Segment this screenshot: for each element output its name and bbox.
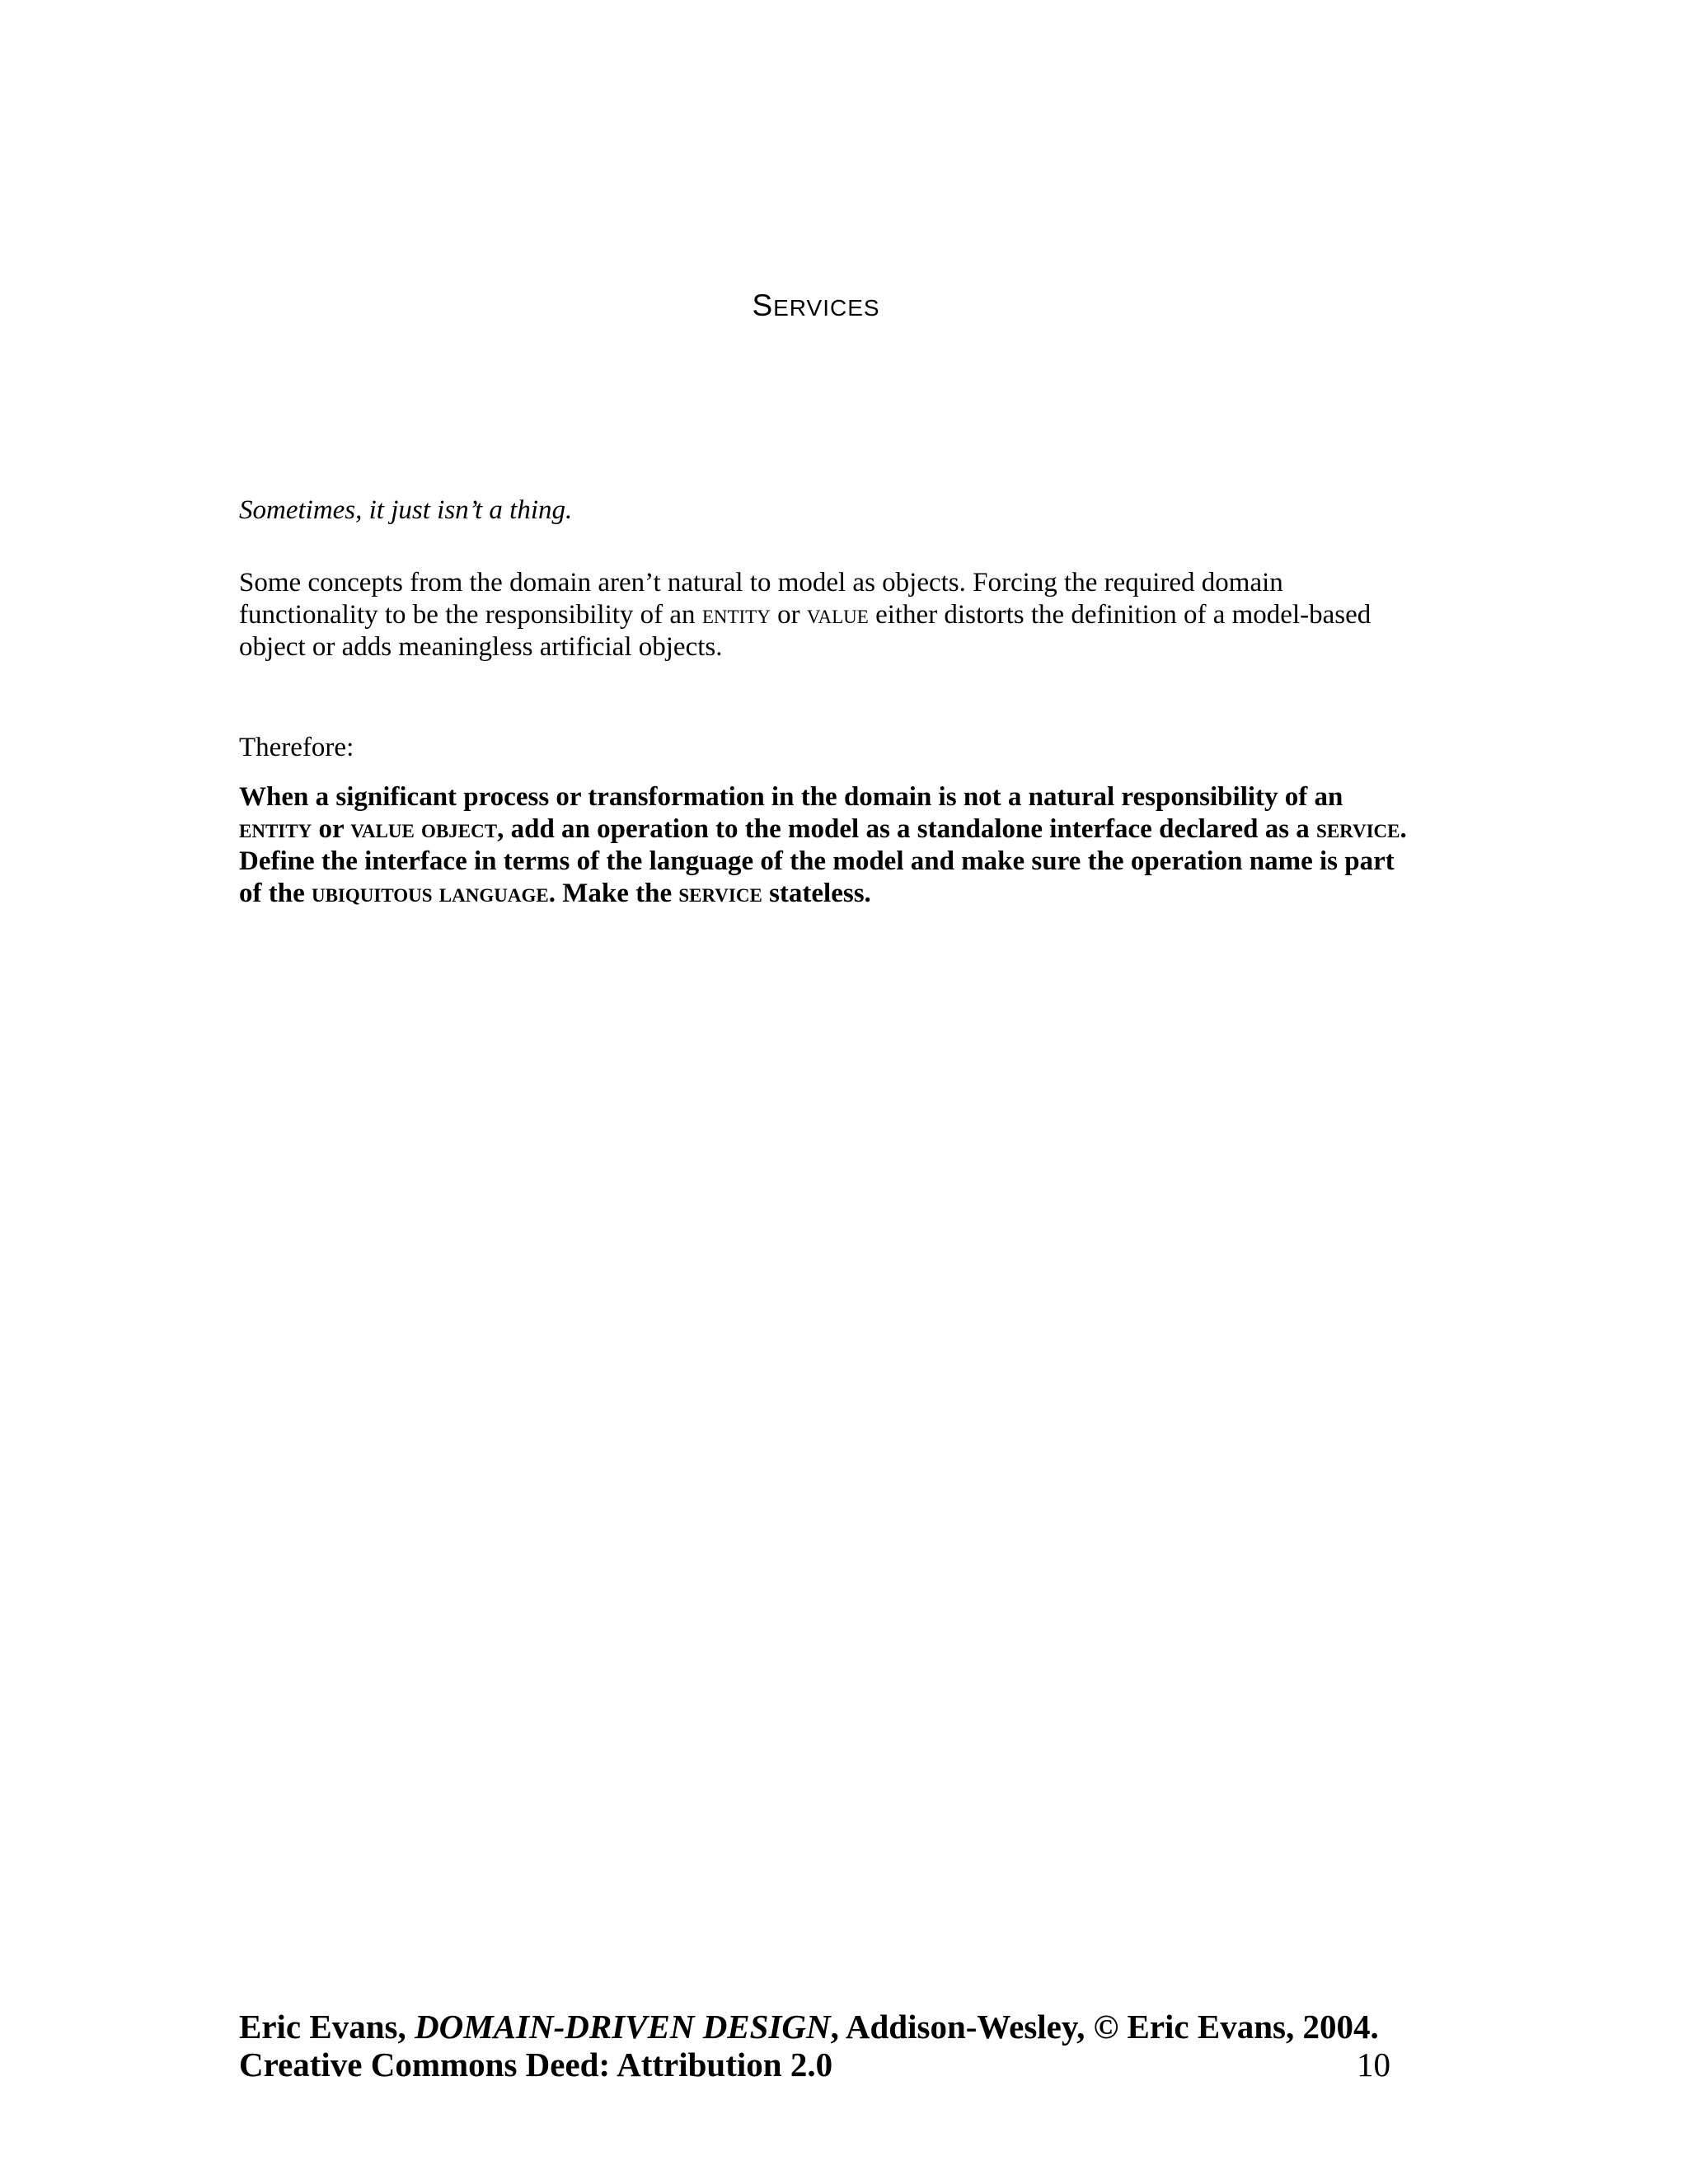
pattern-text-6: stateless. [762,879,871,908]
pattern-text-1: When a significant process or transformation in the domain is not a natural responsibility of an [239,782,1343,812]
footer-publisher: , Addison-Wesley, © Eric Evans, 2004. [830,2008,1379,2046]
pattern-text-4: . Define the interface in terms of the language of the model and make sure the operation name is part of the [239,814,1407,908]
therefore-label: Therefore: [239,733,354,762]
footer-citation [239,2008,1393,2046]
page-title-initial: S [752,288,774,322]
intro-paragraph [239,567,1409,663]
page-title [0,288,1632,323]
pattern-term-entity: entity [239,814,312,844]
intro-text-1: Some concepts from the domain aren’t natural to model as objects. Forcing the required domain functionality to be the responsibility of an [239,568,1283,630]
pattern-text-5: . Make the [548,879,679,908]
intro-text-3: either distorts the definition of a model-based object or adds meaningless artificial objects. [239,600,1372,662]
pattern-term-service-2: service [678,879,762,908]
page-title-rest: ERVICES [773,295,880,321]
footer-book-title: DOMAIN-DRIVEN DESIGN [415,2008,831,2046]
page-footer [239,2008,1393,2083]
intro-text-2: or [770,600,807,630]
pattern-statement [239,781,1409,910]
pattern-text-2: or [312,814,351,844]
footer-author: Eric Evans, [239,2008,415,2046]
footer-license: Creative Commons Deed: Attribution 2.0 [239,2046,833,2083]
page-number: 10 [1357,2046,1390,2083]
pattern-term-ubiquitous-language: ubiquitous language [311,879,549,908]
intro-term-value: value [806,600,869,630]
pattern-term-value-object: value object [350,814,498,844]
pattern-term-service: service [1316,814,1400,844]
pattern-text-3: , add an operation to the model as a standalone interface declared as a [497,814,1317,844]
intro-term-entity: entity [701,600,771,630]
tagline: Sometimes, it just isn’t a thing. [239,495,573,525]
